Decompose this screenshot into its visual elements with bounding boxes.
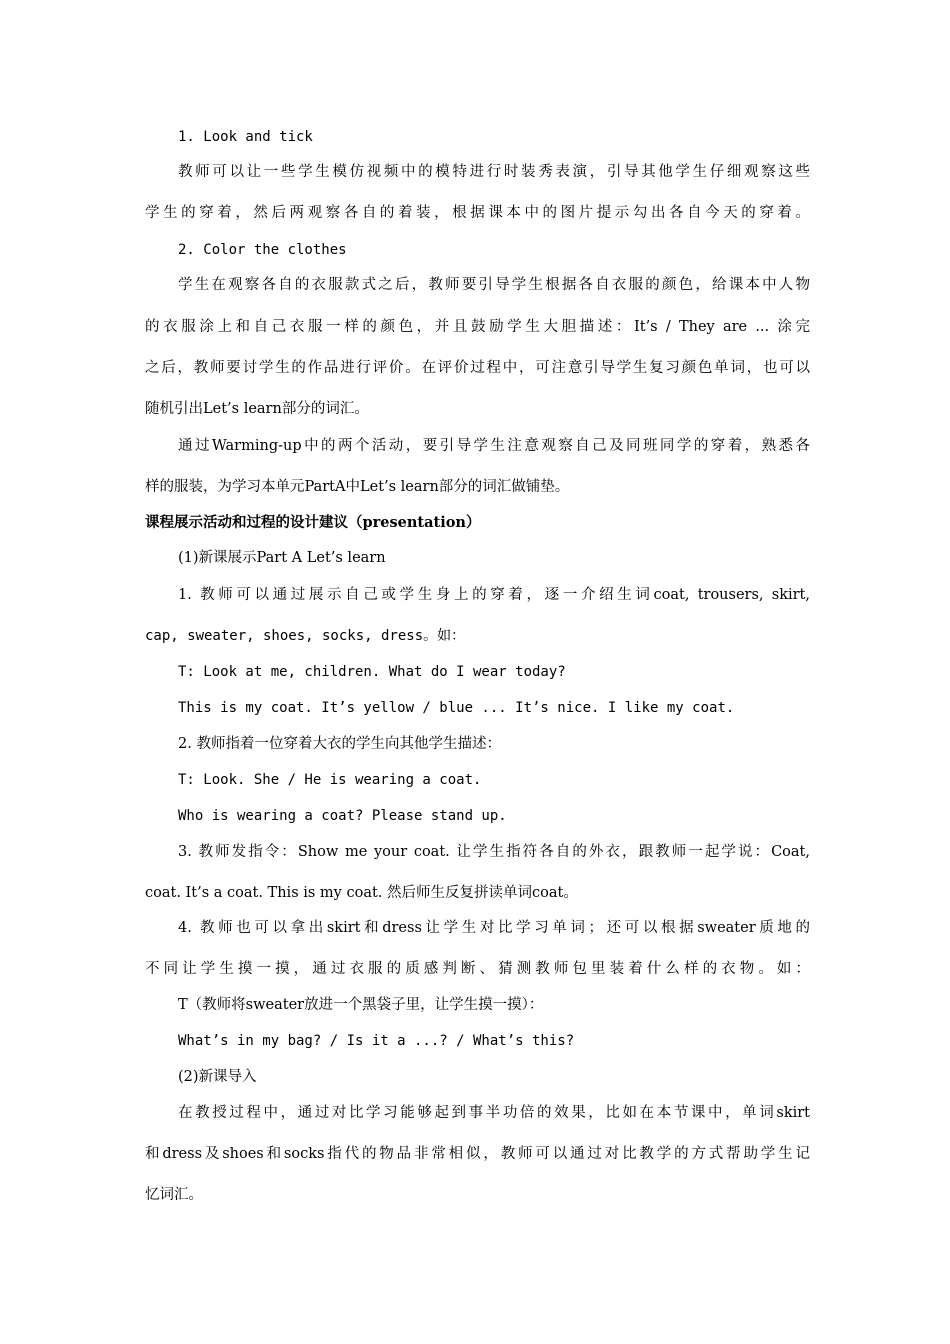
paragraph-line: 在教授过程中，通过对比学习能够起到事半功倍的效果，比如在本节课中，单词skirt xyxy=(178,1105,810,1121)
paragraph-line: 不同让学生摸一摸，通过衣服的质感判断、猜测教师包里装着什么样的衣物。如： xyxy=(145,961,810,977)
dialogue-line: This is my coat. It’s yellow / blue ... It’s nice. I like my coat. xyxy=(178,700,735,716)
paragraph-line: 学生在观察各自的衣服款式之后，教师要引导学生根据各自衣服的颜色，给课本中人物 xyxy=(178,277,810,293)
subsection-heading: (1)新课展示Part A Let’s learn xyxy=(178,550,386,566)
section-heading: 课程展示活动和过程的设计建议（presentation） xyxy=(145,514,481,531)
paragraph-line: 样的服装，为学习本单元PartA中Let’s learn部分的词汇做铺垫。 xyxy=(145,479,570,495)
paragraph-line: 和dress及shoes和socks指代的物品非常相似，教师可以通过对比教学的方式帮助学生记 xyxy=(145,1146,810,1162)
dialogue-line: T: Look at me, children. What do I wear today? xyxy=(178,664,566,680)
paragraph-line: T（教师将sweater放进一个黑袋子里，让学生摸一摸）： xyxy=(178,997,544,1013)
paragraph-line: 随机引出Let’s learn部分的词汇。 xyxy=(145,401,369,417)
dialogue-line: T: Look. She / He is wearing a coat. xyxy=(178,772,482,788)
dialogue-line: Who is wearing a coat? Please stand up. xyxy=(178,808,507,824)
step-1-heading: 1. Look and tick xyxy=(178,129,313,145)
paragraph-line: 2. 教师指着一位穿着大衣的学生向其他学生描述： xyxy=(178,736,501,752)
paragraph-line: cap, sweater, shoes, socks, dress。如： xyxy=(145,628,466,644)
paragraph-line: 4. 教师也可以拿出skirt和dress让学生对比学习单词；还可以根据sweater质地的 xyxy=(178,920,810,936)
paragraph-line: 的衣服涂上和自己衣服一样的颜色，并且鼓励学生大胆描述：It’s / They are ... 涂完 xyxy=(145,319,810,335)
step-2-heading: 2. Color the clothes xyxy=(178,242,347,258)
paragraph-line: 1. 教师可以通过展示自己或学生身上的穿着，逐一介绍生词coat, trousers, skirt, xyxy=(178,587,810,603)
paragraph-line: 之后，教师要讨学生的作品进行评价。在评价过程中，可注意引导学生复习颜色单词，也可以 xyxy=(145,360,810,376)
paragraph-line: 忆词汇。 xyxy=(145,1187,203,1203)
paragraph-line: 教师可以让一些学生模仿视频中的模特进行时装秀表演，引导其他学生仔细观察这些 xyxy=(178,164,810,180)
paragraph-line: 学生的穿着，然后两观察各自的着装，根据课本中的图片提示勾出各自今天的穿着。 xyxy=(145,205,810,221)
subsection-heading: (2)新课导入 xyxy=(178,1069,257,1085)
paragraph-line: 通过Warming-up中的两个活动，要引导学生注意观察自己及同班同学的穿着，熟悉各 xyxy=(178,438,810,454)
paragraph-line: coat. It’s a coat. This is my coat. 然后师生反复拼读单词coat。 xyxy=(145,885,578,901)
paragraph-line: 3. 教师发指令：Show me your coat. 让学生指符各自的外衣，跟教师一起学说：Coat, xyxy=(178,844,810,860)
dialogue-line: What’s in my bag? / Is it a ...? / What’s this? xyxy=(178,1033,575,1049)
